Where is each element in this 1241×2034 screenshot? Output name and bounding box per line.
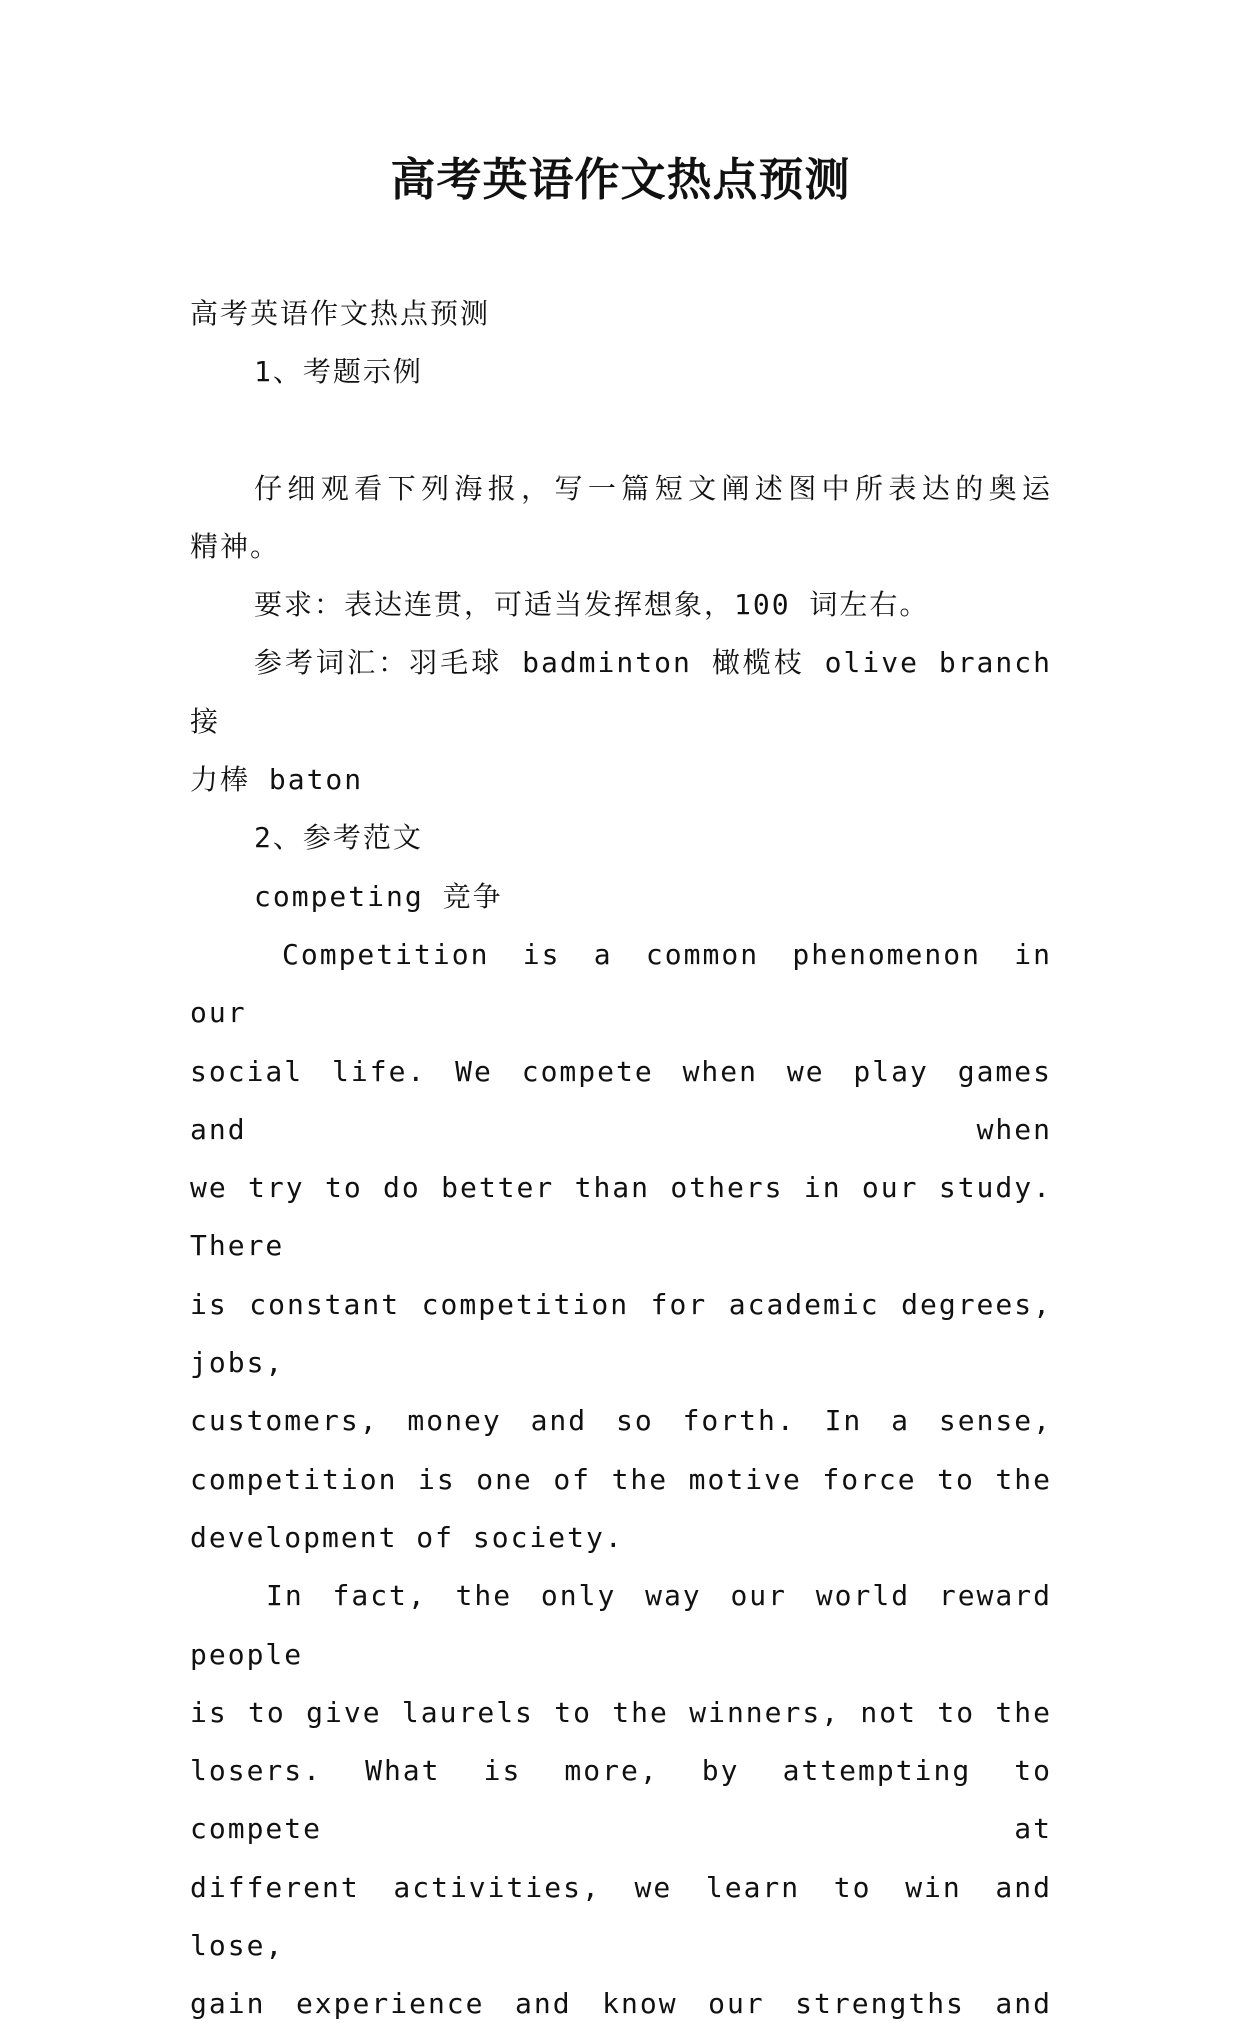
essay-line: customers, money and so forth. In a sense, [190, 1404, 1052, 1438]
essay-line: losers. What is more, by attempting to compete at [190, 1754, 1052, 1846]
essay-line: competition is one of the motive force to the [190, 1462, 1052, 1496]
vocabulary-line: 力棒 baton [190, 763, 364, 797]
prompt-line: 仔细观看下列海报，写一篇短文阐述图中所表达的奥运 [254, 471, 1052, 505]
essay-line: is constant competition for academic degrees, jobs, [190, 1287, 1052, 1380]
essay-line: Competition is a common phenomenon in our [190, 937, 1052, 1030]
section-heading-2: 2、参考范文 [254, 821, 423, 855]
prompt-line: 精神。 [190, 529, 281, 563]
essay-title: competing 竞争 [254, 879, 503, 913]
vocabulary-line: 参考词汇：羽毛球 badminton 橄榄枝 olive branch 接 [190, 646, 1052, 738]
essay-line: is to give laurels to the winners, not to the [190, 1695, 1052, 1729]
essay-line: gain experience and know our strengths and [190, 1987, 1052, 2021]
document-title: 高考英语作文热点预测 [390, 153, 851, 206]
section-heading-1: 1、考题示例 [254, 355, 423, 389]
document-body [190, 285, 1052, 2034]
requirement-text: 要求：表达连贯，可适当发挥想象，100 词左右。 [254, 588, 930, 622]
essay-line: different activities, we learn to win and lose, [190, 1870, 1052, 1963]
essay-line: development of society. [190, 1520, 624, 1554]
subtitle: 高考英语作文热点预测 [190, 297, 491, 330]
essay-line: social life. We compete when we play games and when [190, 1054, 1052, 1146]
essay-line: In fact, the only way our world reward people [190, 1579, 1052, 1671]
blank-line [190, 402, 1052, 460]
essay-line: we try to do better than others in our study. There [190, 1171, 1052, 1263]
